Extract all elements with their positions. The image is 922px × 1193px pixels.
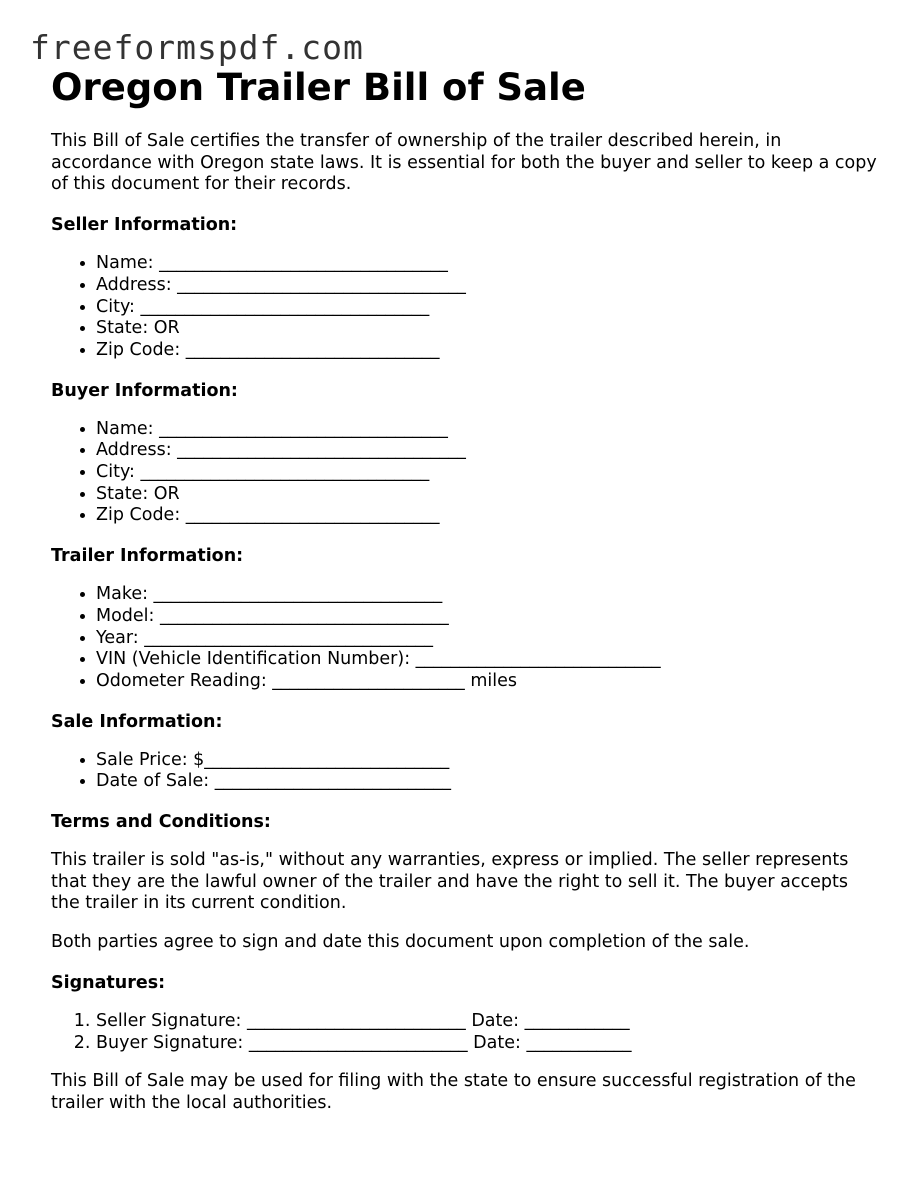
seller-state-field: • State: OR	[96, 318, 881, 340]
buyer-list	[51, 419, 881, 528]
document-page	[51, 62, 881, 1115]
buyer-city-field[interactable]: • City: _________________________________	[96, 462, 881, 484]
buyer-signature-field[interactable]: 2. Buyer Signature: _________________________ Date: ____________	[96, 1033, 881, 1055]
terms-heading: Terms and Conditions:	[51, 812, 271, 833]
trailer-model-field[interactable]: • Model: _________________________________	[96, 606, 881, 628]
agreement-paragraph: Both parties agree to sign and date this document upon completion of the sale.	[51, 932, 750, 953]
trailer-make-field[interactable]: • Make: _________________________________	[96, 584, 881, 606]
sale-date-field[interactable]: • Date of Sale: ___________________________	[96, 771, 881, 793]
sale-heading: Sale Information:	[51, 711, 223, 732]
buyer-name-field[interactable]: • Name: _________________________________	[96, 419, 881, 441]
buyer-address-field[interactable]: • Address: _________________________________	[96, 440, 881, 462]
seller-signature-field[interactable]: 1. Seller Signature: _________________________ Date: ____________	[96, 1011, 881, 1033]
signatures-list	[51, 1011, 881, 1054]
seller-zip-field[interactable]: • Zip Code: _____________________________	[96, 340, 881, 362]
page-title: Oregon Trailer Bill of Sale	[51, 66, 586, 109]
trailer-year-field[interactable]: • Year: _________________________________	[96, 628, 881, 650]
intro-paragraph: This Bill of Sale certifies the transfer of ownership of the trailer described herein, in accordance with Oregon state laws. It is essential for both the buyer and seller to keep a copy of this document for their records.	[51, 131, 877, 195]
sale-list	[51, 750, 881, 793]
trailer-odometer-field[interactable]: • Odometer Reading: ______________________ miles	[96, 671, 881, 693]
seller-name-field[interactable]: • Name: _________________________________	[96, 253, 881, 275]
closing-paragraph: This Bill of Sale may be used for filing with the state to ensure successful registration of the trailer with the local authorities.	[51, 1071, 856, 1113]
seller-list	[51, 253, 881, 362]
terms-paragraph: This trailer is sold "as-is," without any warranties, express or implied. The seller represents that they are the lawful owner of the trailer and have the right to sell it. The buyer accepts the trailer in its current condition.	[51, 850, 849, 914]
seller-city-field[interactable]: • City: _________________________________	[96, 297, 881, 319]
signatures-heading: Signatures:	[51, 972, 166, 993]
watermark: freeformspdf.com	[30, 28, 364, 67]
seller-heading: Seller Information:	[51, 215, 238, 236]
seller-address-field[interactable]: • Address: _________________________________	[96, 275, 881, 297]
buyer-heading: Buyer Information:	[51, 380, 238, 401]
sale-price-field[interactable]: • Sale Price: $____________________________	[96, 750, 881, 772]
trailer-vin-field[interactable]: • VIN (Vehicle Identification Number): ____________________________	[96, 649, 881, 671]
trailer-heading: Trailer Information:	[51, 546, 244, 567]
trailer-list	[51, 584, 881, 693]
buyer-zip-field[interactable]: • Zip Code: _____________________________	[96, 505, 881, 527]
buyer-state-field: • State: OR	[96, 484, 881, 506]
